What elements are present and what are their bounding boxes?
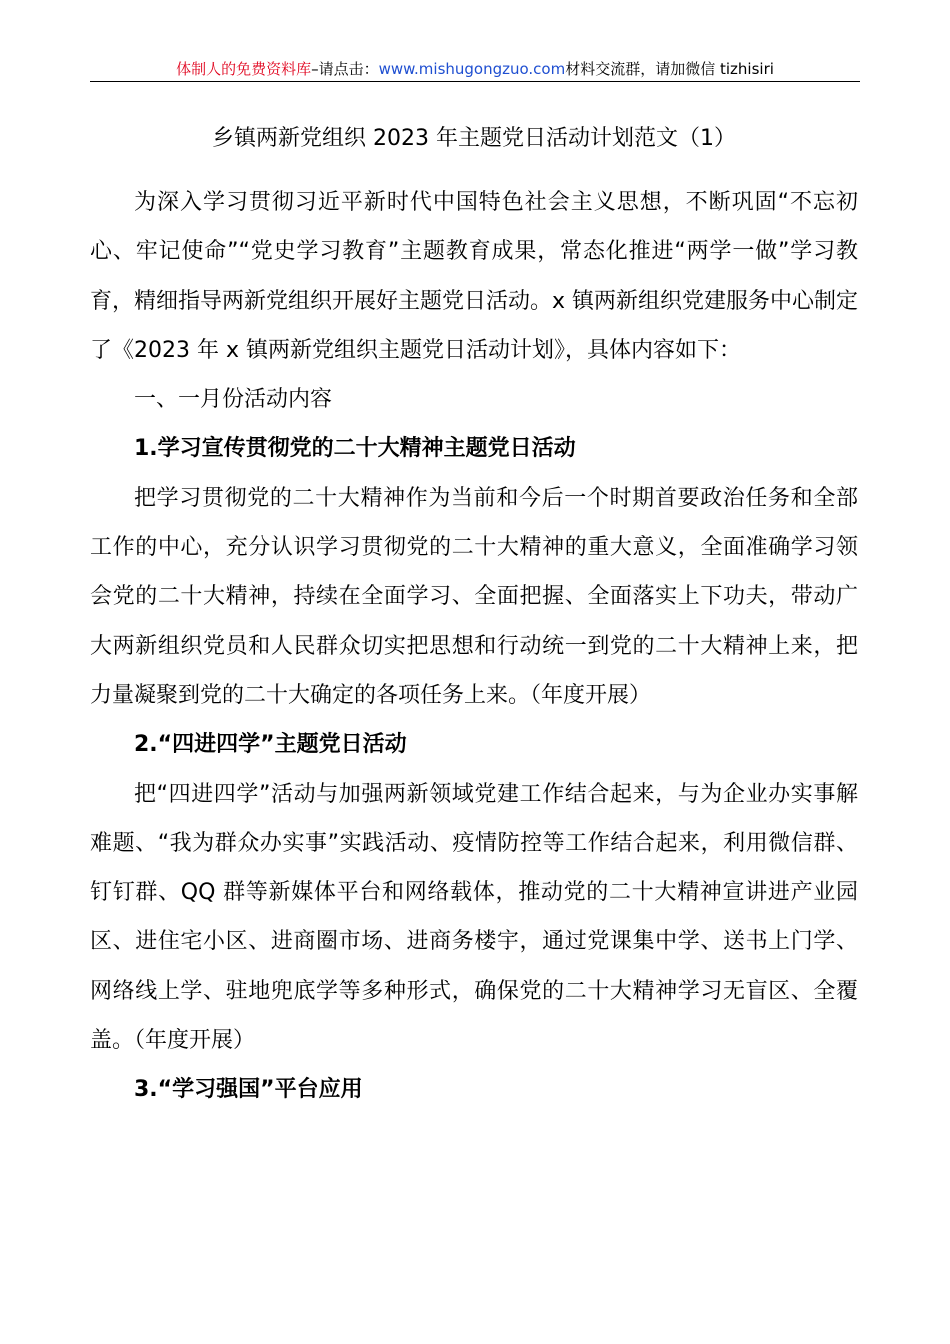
page-header <box>90 58 860 80</box>
header-link[interactable]: www.mishugongzuo.com <box>378 60 566 78</box>
item-2-heading: 2.“四进四学”主题党日活动 <box>134 732 407 758</box>
header-tail: 材料交流群，请加微信 tizhisiri <box>565 60 774 78</box>
item-2-body: 把“四进四学”活动与加强两新领域党建工作结合起来，与为企业办实事解难题、“我为群众办实事”实践活动、疫情防控等工作结合起来，利用微信群、钉钉群、QQ 群等新媒体平台和网络载体，推动党的二十大精神宣讲进产业园区、进住宅小区、进商圈市场、进商务楼宇，通过党课集中学、送书上门学、网络线上学、驻地兜底学等多种形式，确保党的二十大精神学习无盲区、全覆盖。（年度开展） <box>90 781 858 1054</box>
item-1-body: 把学习贯彻党的二十大精神作为当前和今后一个时期首要政治任务和全部工作的中心，充分认识学习贯彻党的二十大精神的重大意义，全面准确学习领会党的二十大精神，持续在全面学习、全面把握、全面落实上下功夫，带动广大两新组织党员和人民群众切实把思想和行动统一到党的二十大精神上来，把力量凝聚到党的二十大确定的各项任务上来。（年度开展） <box>90 485 858 708</box>
section-heading-1: 一、一月份活动内容 <box>134 387 333 413</box>
document-title: 乡镇两新党组织 2023 年主题党日活动计划范文（1） <box>212 126 736 151</box>
header-rule <box>90 81 860 82</box>
intro-paragraph: 为深入学习贯彻习近平新时代中国特色社会主义思想，不断巩固“不忘初心、牢记使命”“党史学习教育”主题教育成果，常态化推进“两学一做”学习教育，精细指导两新党组织开展好主题党日活动。x 镇两新组织党建服务中心制定了《2023 年 x 镇两新党组织主题党日活动计划》，具体内容如下： <box>90 190 859 363</box>
item-3-heading: 3.“学习强国”平台应用 <box>134 1077 363 1103</box>
document-body <box>90 118 858 1115</box>
header-brand: 体制人的免费资料库 <box>176 60 312 78</box>
item-1-heading: 1.学习宣传贯彻党的二十大精神主题党日活动 <box>134 436 576 462</box>
header-separator: –请点击： <box>311 60 379 78</box>
